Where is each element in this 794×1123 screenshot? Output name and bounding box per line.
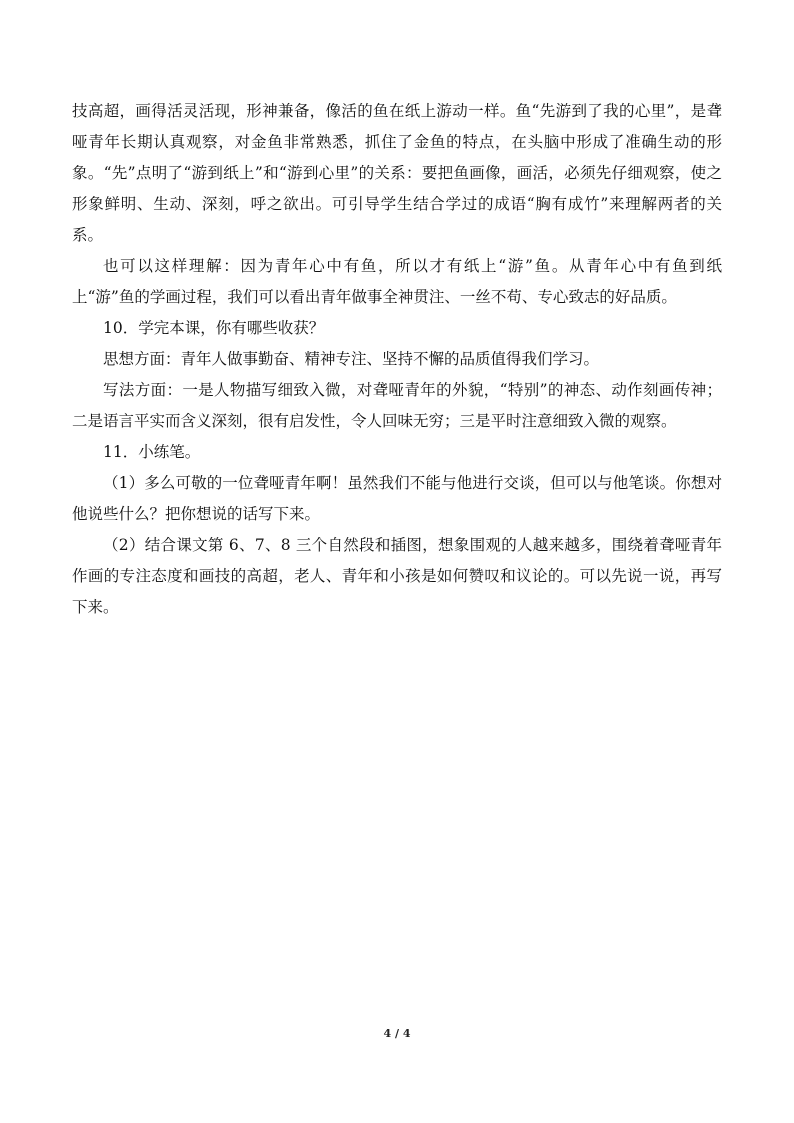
- answer-thought-aspect: 思想方面：青年人做事勤奋、精神专注、坚持不懈的品质值得我们学习。: [103, 350, 600, 368]
- exercise-item-2: （2）结合课文第 6、7、8 三个自然段和插图，想象围观的人越来越多，围绕着聋哑青年作画的专注态度和画技的高超，老人、青年和小孩是如何赞叹和议论的。可以先说一说，再写下来。: [72, 536, 722, 616]
- question-10-heading: 10．学完本课，你有哪些收获？: [103, 319, 325, 337]
- paragraph-alternate-understanding: 也可以这样理解：因为青年心中有鱼，所以才有纸上“游”鱼。从青年心中有鱼到纸上“游”鱼的学画过程，我们可以看出青年做事全神贯注、一丝不苟、专心致志的好品质。: [72, 257, 722, 306]
- question-11-heading: 11．小练笔。: [103, 443, 201, 461]
- page-number: 4 / 4: [383, 1027, 411, 1040]
- paragraph-continuation: 技高超，画得活灵活现，形神兼备，像活的鱼在纸上游动一样。鱼“先游到了我的心里”，是聋哑青年长期认真观察，对金鱼非常熟悉，抓住了金鱼的特点，在头脑中形成了准确生动的形象。“先”点明了“游到纸上”和“游到心里”的关系：要把鱼画像，画活，必须先仔细观察，使之形象鲜明、生动、深刻，呼之欲出。可引导学生结合学过的成语“胸有成竹”来理解两者的关系。: [72, 102, 722, 244]
- exercise-item-1: （1）多么可敬的一位聋哑青年啊！虽然我们不能与他进行交谈，但可以与他笔谈。你想对他说些什么？把你想说的话写下来。: [72, 474, 722, 523]
- answer-writing-aspect: 写法方面：一是人物描写细致入微，对聋哑青年的外貌，“特别”的神态、动作刻画传神；二是语言平实而含义深刻，很有启发性，令人回味无穷；三是平时注意细致入微的观察。: [72, 381, 722, 430]
- document-body: [72, 96, 722, 623]
